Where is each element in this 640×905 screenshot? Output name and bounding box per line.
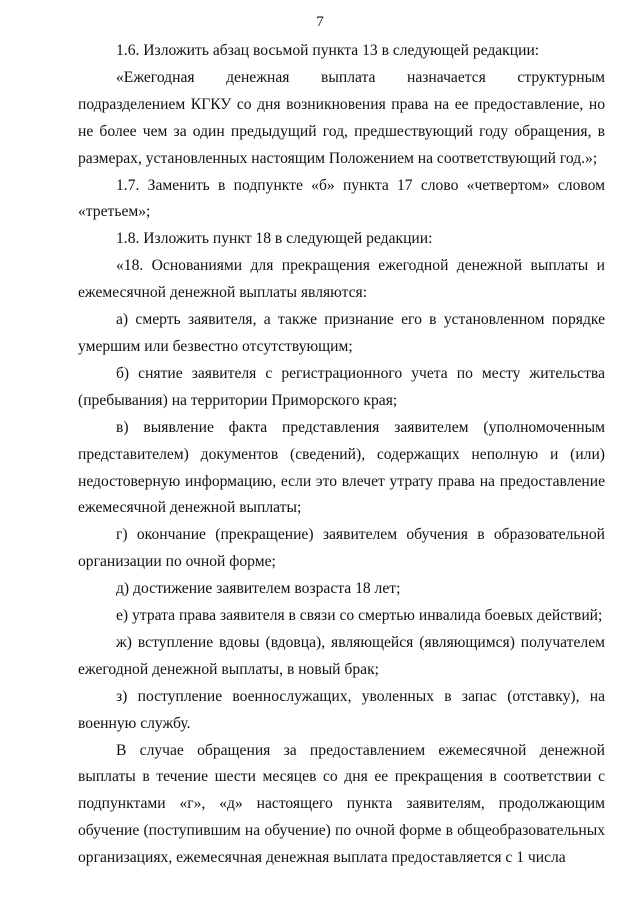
paragraph-quote-annual-payment: «Ежегодная денежная выплата назначается структурным подразделением КГКУ со дня возникновения права на ее предоставление, но не более чем за один предыдущий год, предшествующий году обращения, в размерах, установленных настоящим Положением на соответствующий год.»; <box>78 68 605 167</box>
paragraph-1-7: 1.7. Заменить в подпункте «б» пункта 17 слово «четвертом» словом «третьем»; <box>78 176 605 221</box>
list-item-d: д) достижение заявителем возраста 18 лет; <box>116 580 401 598</box>
page-number: 7 <box>316 14 324 30</box>
paragraph-18-grounds: «18. Основаниями для прекращения ежегодной денежной выплаты и ежемесячной денежной выплаты являются: <box>78 257 605 302</box>
list-item-v: в) выявление факта представления заявителем (уполномоченным представителем) документов (сведений), содержащих неполную и (или) недостоверную информацию, если это влечет утрату права на предоставление ежемесячной денежной выплаты; <box>78 418 605 517</box>
paragraph-resumption: В случае обращения за предоставлением ежемесячной денежной выплаты в течение шести месяцев со дня ее прекращения в соответствии с подпунктами «г», «д» настоящего пункта заявителям, продолжающим обучение (поступившим на обучение) по очной форме в общеобразовательных организациях, ежемесячная денежная выплата предоставляется с 1 числа <box>78 741 605 867</box>
paragraph-1-8: 1.8. Изложить пункт 18 в следующей редакции: <box>116 230 433 248</box>
list-item-b: б) снятие заявителя с регистрационного учета по месту жительства (пребывания) на территории Приморского края; <box>78 364 605 409</box>
list-item-z: з) поступление военнослужащих, уволенных в запас (отставку), на военную службу. <box>78 687 605 732</box>
list-item-zh: ж) вступление вдовы (вдовца), являющейся (являющимся) получателем ежегодной денежной выплаты, в новый брак; <box>78 633 605 678</box>
list-item-a: а) смерть заявителя, а также признание его в установленном порядке умершим или безвестно отсутствующим; <box>78 311 605 355</box>
paragraph-1-6: 1.6. Изложить абзац восьмой пункта 13 в следующей редакции: <box>116 42 540 59</box>
list-item-e: е) утрата права заявителя в связи со смертью инвалида боевых действий; <box>116 607 603 625</box>
list-item-g: г) окончание (прекращение) заявителем обучения в образовательной организации по очной форме; <box>78 526 605 571</box>
document-body <box>78 38 605 872</box>
